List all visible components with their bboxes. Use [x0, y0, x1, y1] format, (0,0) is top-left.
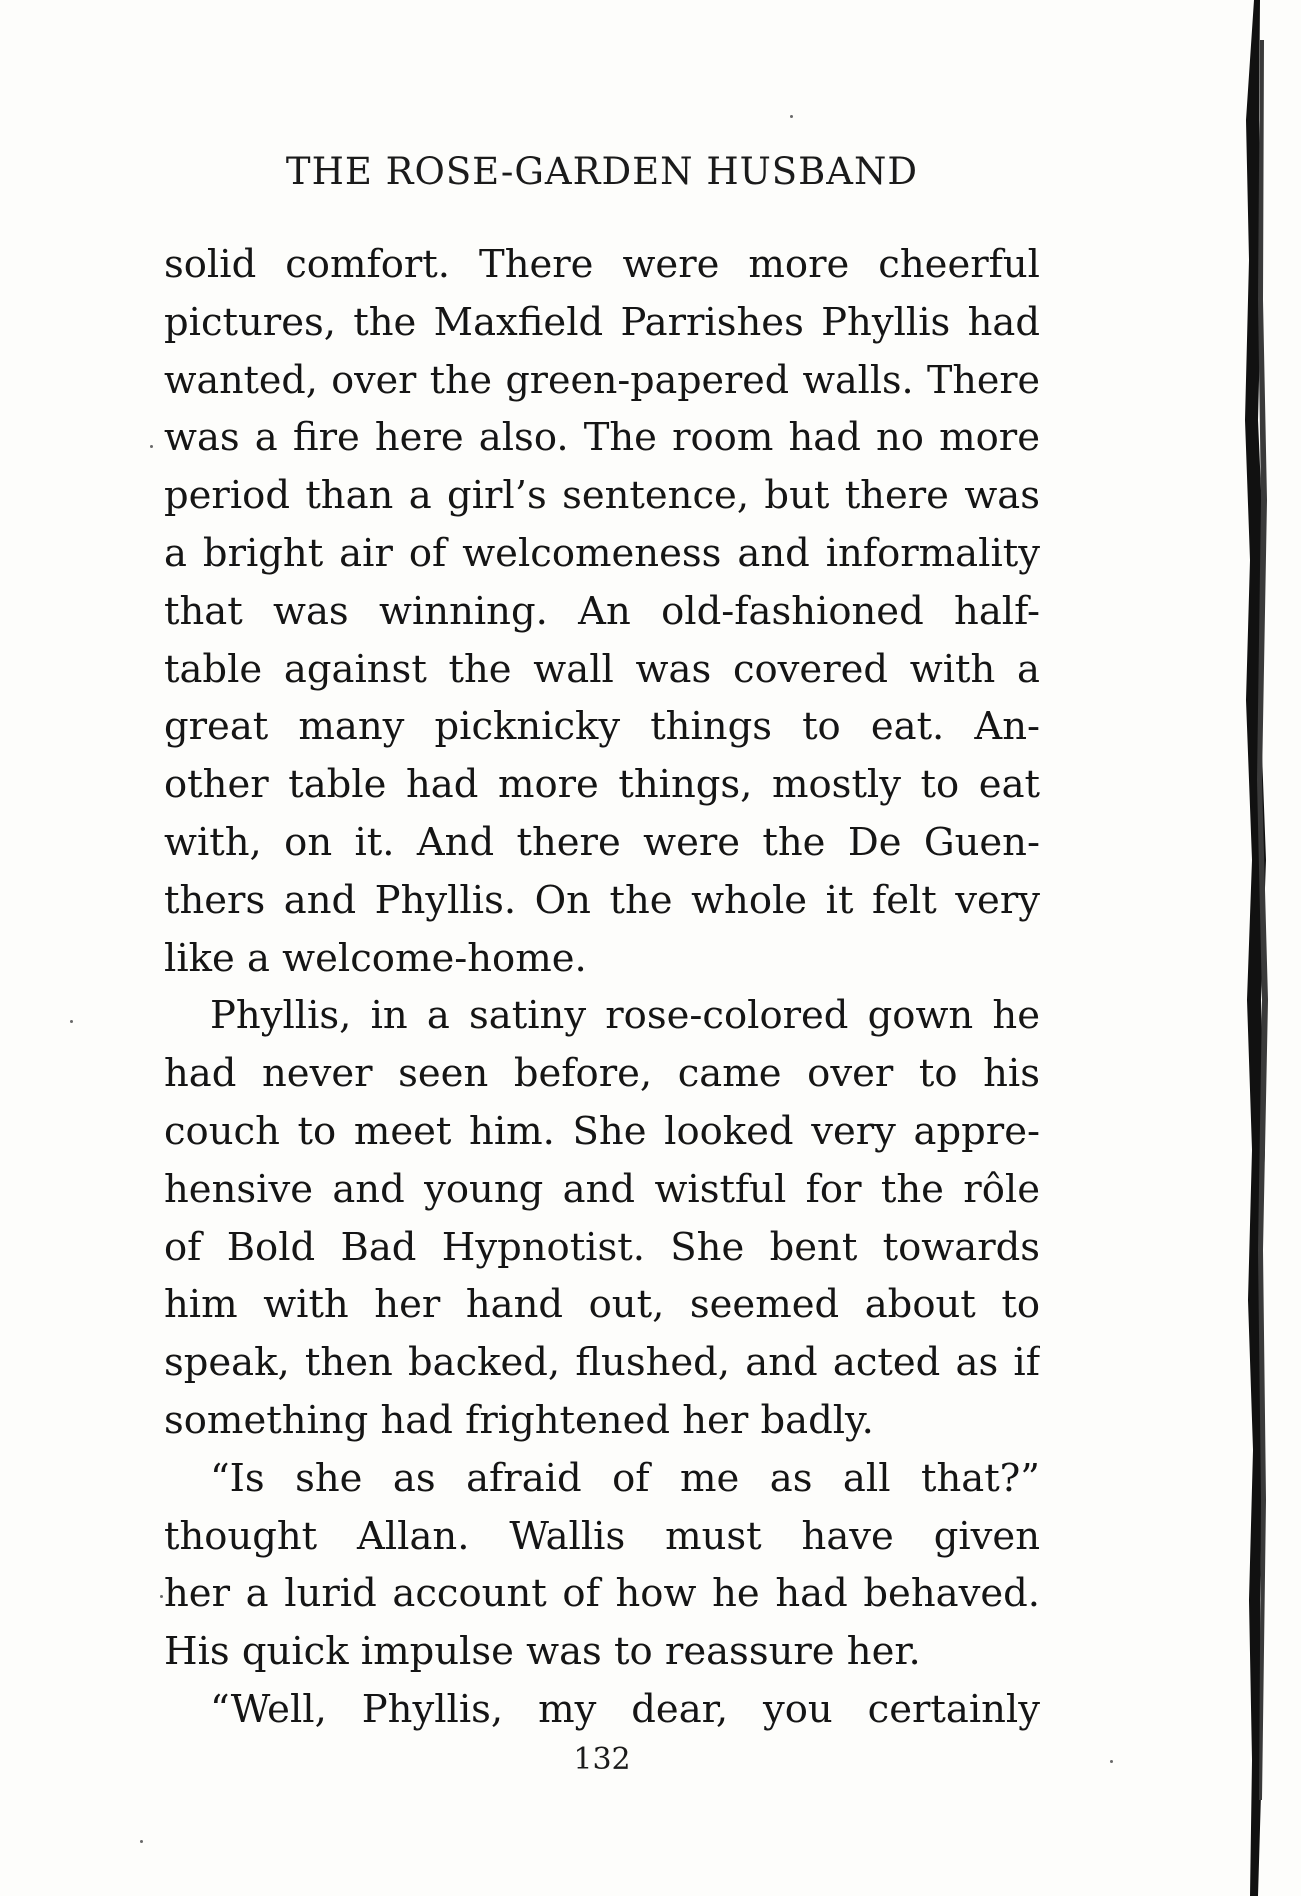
- text-line: something had frightened her badly.: [164, 1397, 874, 1443]
- text-line: His quick impulse was to reassure her.: [164, 1629, 921, 1675]
- paper-speck: [790, 115, 793, 118]
- text-line: great many picknicky things to eat. An-: [164, 704, 1040, 750]
- paper-speck: [1110, 1760, 1113, 1763]
- text-line: Phyllis, in a satiny rose-colored gown he: [210, 993, 1040, 1039]
- text-line: that was winning. An old-fashioned half-: [164, 588, 1040, 634]
- text-line: couch to meet him. She looked very appre-: [164, 1108, 1040, 1154]
- text-line: speak, then backed, flushed, and acted as if: [164, 1340, 1040, 1386]
- text-line: was a fire here also. The room had no more: [164, 415, 1040, 461]
- text-line: her a lurid account of how he had behaved.: [164, 1571, 1040, 1617]
- text-line: table against the wall was covered with a: [164, 646, 1040, 692]
- text-line: thers and Phyllis. On the whole it felt very: [164, 877, 1040, 923]
- paper-speck: [150, 445, 153, 448]
- text-line: other table had more things, mostly to eat: [164, 762, 1040, 808]
- text-line: like a welcome-home.: [164, 935, 587, 981]
- text-line: of Bold Bad Hypnotist. She bent towards: [164, 1224, 1040, 1270]
- text-line: had never seen before, came over to his: [164, 1051, 1040, 1097]
- text-line: wanted, over the green-papered walls. There: [164, 357, 1040, 402]
- running-head: THE ROSE-GARDEN HUSBAND: [285, 150, 919, 193]
- text-line: pictures, the Maxfield Parrishes Phyllis had: [164, 299, 1040, 345]
- body-text: [164, 236, 1040, 1739]
- page-number: 132: [573, 1742, 631, 1777]
- text-line: a bright air of welcomeness and informality: [164, 530, 1040, 576]
- text-line: period than a girl’s sentence, but there was: [164, 473, 1040, 519]
- text-line: hensive and young and wistful for the rôle: [164, 1166, 1040, 1212]
- text-line: thought Allan. Wallis must have given: [164, 1513, 1040, 1559]
- paper-speck: [70, 1020, 73, 1023]
- text-line: “Is she as afraid of me as all that?”: [210, 1455, 1040, 1501]
- text-line: with, on it. And there were the De Guen-: [164, 819, 1040, 865]
- text-line: “Well, Phyllis, my dear, you certainly: [210, 1686, 1040, 1732]
- page-gutter-edge: [1240, 0, 1301, 1896]
- paper-speck: [140, 1840, 143, 1843]
- paper-speck: [160, 1595, 163, 1598]
- text-line: him with her hand out, seemed about to: [164, 1282, 1040, 1328]
- text-line: solid comfort. There were more cheerful: [164, 242, 1040, 287]
